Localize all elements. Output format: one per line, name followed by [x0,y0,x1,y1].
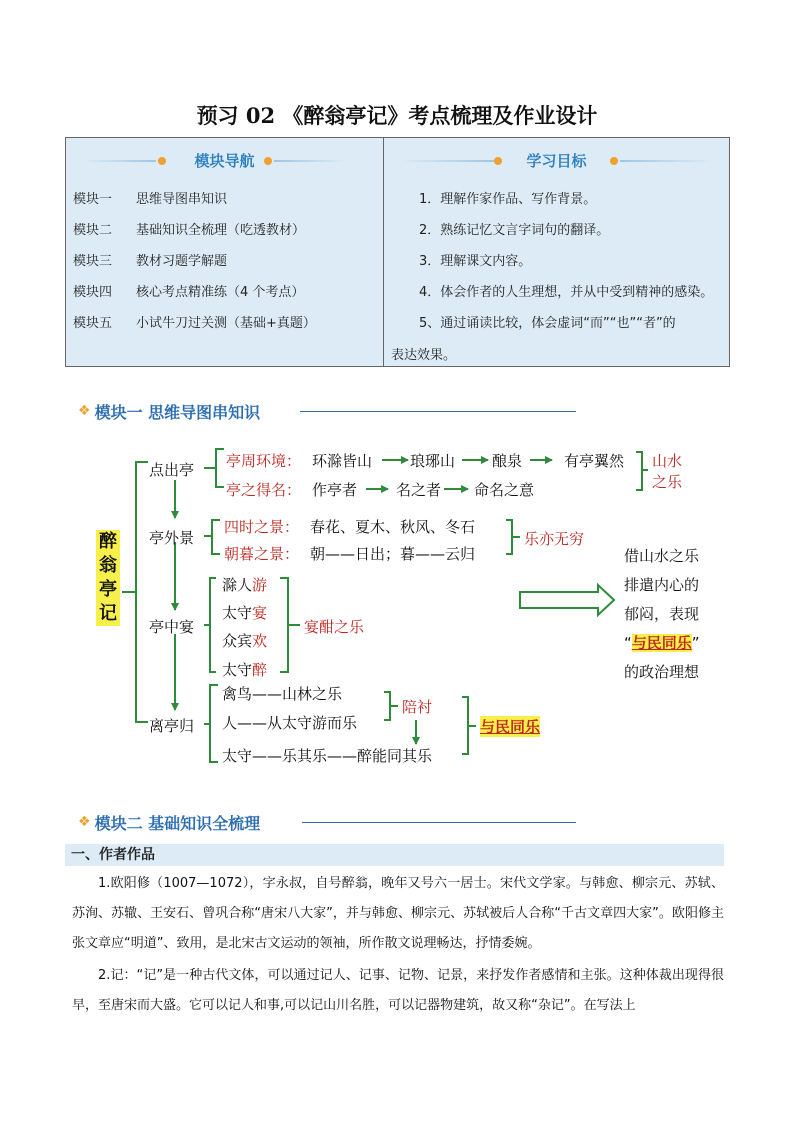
goal-item-continued: 表达效果。 [391,348,457,363]
paragraph: 1.欧阳修（1007—1072），字永叔，自号醉翁，晚年又号六一居士。宋代文学家。与韩愈、柳宗元、苏轼、苏洵、苏辙、王安石、曾巩合称“唐宋八大家”，并与韩愈、柳宗元、苏轼被后人合称“千古文章四大家”。欧阳修主张文章应“明道”、致用，是北宋古文运动的领袖，所作散文说理畅达，抒情委婉。 [72,876,724,951]
branch-3: 亭中宴 [149,618,195,636]
paragraph: 2.记：“记”是一种古代文体，可以通过记人、记事、记物、记景，来抒发作者感情和主张。这种体裁出现得很早，至唐宋而大盛。它可以记人和事,可以记山川名胜，可以记器物建筑，故又称“杂记”。在写法上 [72,968,724,1013]
b1b-item: 命名之意 [474,481,535,499]
goal-item: 5、通过诵读比较，体会虚词“而”“也”“者”的 [419,316,676,331]
summary-line: 排遣内心的 [624,576,700,594]
summary-line: 借山水之乐 [624,547,700,565]
b1b-label: 亭之得名： [226,481,302,499]
b3-item: 众宾欢 [222,632,268,650]
b1a-item: 环滁皆山 [312,452,373,470]
root-char: 记 [99,603,117,624]
b1-result-line2: 之乐 [652,473,683,491]
module-text: 思维导图串知识 [136,192,228,207]
module-nav-heading: 模块导航 [194,152,255,170]
subsection-heading: 一、作者作品 [65,844,724,866]
module-key: 模块一 [73,192,113,207]
module-key: 模块二 [73,223,113,238]
b2b-label: 朝暮之景： [224,545,300,563]
outline-arrow-icon [520,585,614,615]
b1b-item: 作亭者 [312,481,358,499]
b1-result-line1: 山水 [652,452,683,470]
b4-mid: 陪衬 [402,698,433,716]
learning-goals-heading: 学习目标 [526,152,587,170]
b1a-label: 亭周环境： [226,452,302,470]
module-text: 小试牛刀过关测（基础+真题） [136,316,316,331]
goal-item: 2．熟练记忆文言字词句的翻译。 [419,223,610,238]
branch-2: 亭外景 [149,529,195,547]
b4-item: 太守——乐其乐——醉能同其乐 [222,747,433,765]
section-divider [302,822,576,823]
summary-line: “与民同乐” [624,634,700,652]
mindmap-summary [624,542,700,687]
root-char: 翁 [99,555,117,576]
diamond-icon: ❖ [78,814,91,830]
summary-line: 的政治理想 [624,663,700,681]
module-text: 基础知识全梳理（吃透教材） [136,223,306,238]
diamond-icon: ❖ [78,403,91,419]
branch-4: 离亭归 [149,717,195,735]
section-title: 模块一 思维导图串知识 [94,402,261,422]
b3-result: 宴酣之乐 [304,618,365,636]
module-key: 模块四 [73,285,113,300]
b1a-item: 酿泉 [492,452,523,470]
b4-result: 与民同乐 [480,718,541,736]
b2-result: 乐亦无穷 [524,530,585,548]
b2b-text: 朝——日出；暮——云归 [310,545,476,563]
mindmap-root [96,530,120,626]
root-char: 亭 [99,579,117,600]
b2a-text: 春花、夏木、秋风、冬石 [310,518,476,536]
section-heading [78,811,260,833]
b3-item: 滁人游 [222,576,268,594]
module-key: 模块三 [73,254,113,269]
b1a-item: 琅琊山 [410,452,456,470]
goal-item: 1．理解作家作品、写作背景。 [419,192,597,207]
section-title: 模块二 基础知识全梳理 [94,813,261,833]
root-bracket [136,462,148,722]
b1a-item: 有亭翼然 [564,452,625,470]
b4-item: 人——从太守游而乐 [222,714,358,732]
summary-line: 郁闷，表现 [624,605,700,623]
b3-item: 太守醉 [222,661,268,679]
module-key: 模块五 [73,316,113,331]
goal-item: 4．体会作者的人生理想，并从中受到精神的感染。 [419,285,714,300]
b4-item: 禽鸟——山林之乐 [222,685,343,703]
page-title: 预习 02 《醉翁亭记》考点梳理及作业设计 [196,103,598,128]
b3-item: 太守宴 [222,604,268,622]
goal-item: 3．理解课文内容。 [419,254,532,269]
b1-bracket [216,449,224,487]
module-text: 核心考点精准练（4 个考点） [136,285,305,300]
b2a-label: 四时之景： [224,518,300,536]
module-text: 教材习题学解题 [136,254,228,269]
branch-1: 点出亭 [149,461,195,479]
root-char: 醉 [99,531,117,552]
b1b-item: 名之者 [396,481,442,499]
